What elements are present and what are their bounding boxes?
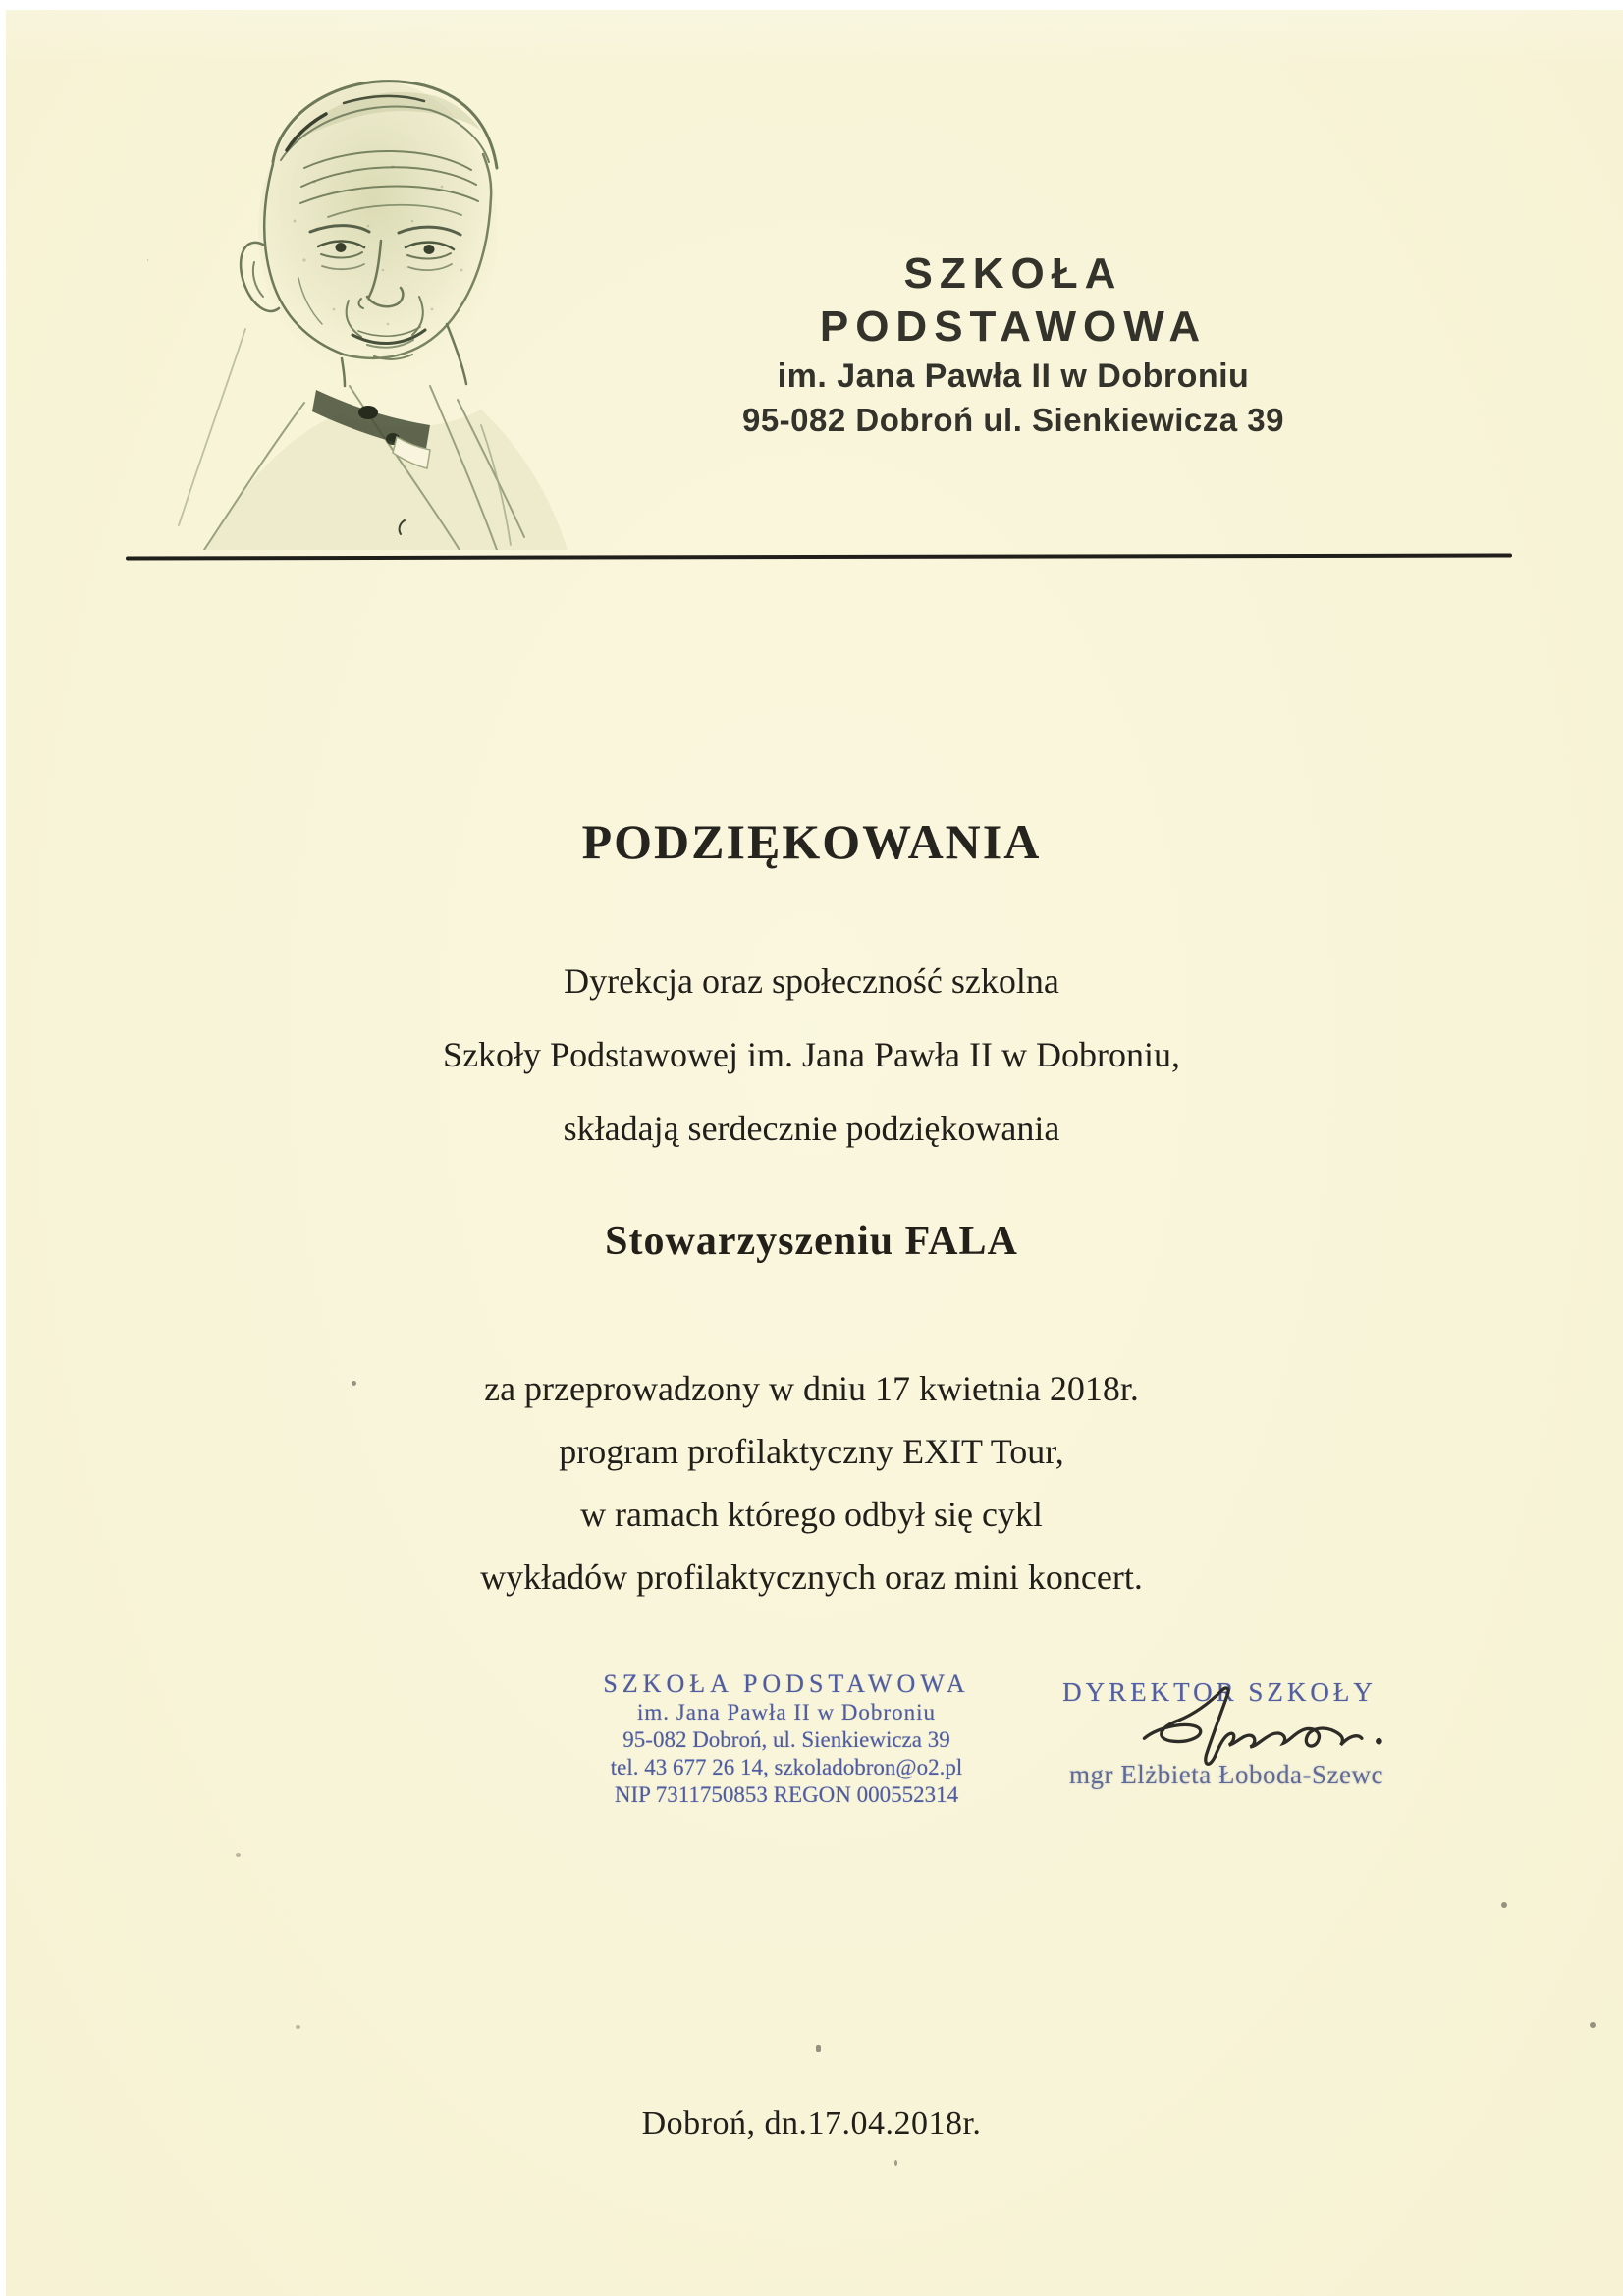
scan-speck — [1590, 2022, 1596, 2028]
director-name-stamp: mgr Elżbieta Łoboda-Szewc — [1069, 1760, 1383, 1789]
handwritten-signature-icon — [1125, 1685, 1392, 1777]
date-line: Dobroń, dn.17.04.2018r. — [641, 2105, 982, 2142]
document-title: PODZIĘKOWANIA — [581, 814, 1042, 869]
letterhead-school-name: SZKOŁA PODSTAWOWA — [819, 249, 1208, 351]
scan-speck — [894, 2160, 897, 2166]
letterhead-patron-line: im. Jana Pawła II w Dobroniu — [777, 357, 1250, 395]
body-paragraph-2 — [0, 1357, 1623, 1609]
scan-speck — [236, 1853, 241, 1857]
pope-john-paul-ii-portrait-icon — [147, 25, 589, 550]
stamp-line: im. Jana Pawła II w Dobroniu — [637, 1700, 936, 1724]
letterhead-address-line: 95-082 Dobroń ul. Sienkiewicza 39 — [741, 402, 1285, 438]
scan-speck — [352, 1381, 356, 1386]
scan-speck — [1501, 1902, 1507, 1908]
body-line: Dyrekcja oraz społeczność szkolna — [564, 961, 1059, 1001]
scan-edge-top — [0, 0, 1623, 10]
body-line: wykładów profilaktycznych oraz mini koncert. — [480, 1558, 1143, 1597]
director-title-stamp: DYREKTOR SZKOŁY — [1062, 1677, 1377, 1707]
body-line: w ramach którego odbył się cykl — [580, 1495, 1043, 1534]
signature-stroke — [1125, 1685, 1392, 1777]
body-line: składają serdecznie podziękowania — [563, 1109, 1060, 1148]
portrait-sketch-svg — [147, 25, 589, 550]
scan-speck — [296, 2025, 300, 2029]
body-line: za przeprowadzony w dniu 17 kwietnia 2018r. — [484, 1369, 1139, 1408]
body-line: Szkoły Podstawowej im. Jana Pawła II w Dobroniu, — [443, 1035, 1180, 1074]
stamp-line: SZKOŁA PODSTAWOWA — [603, 1669, 970, 1698]
stamp-line: tel. 43 677 26 14, szkoladobron@o2.pl — [610, 1755, 963, 1779]
body-line: program profilaktyczny EXIT Tour, — [559, 1432, 1064, 1471]
school-stamp — [585, 1669, 988, 1809]
scan-speck — [816, 2045, 821, 2052]
letterhead — [719, 247, 1308, 442]
stamp-line: 95-082 Dobroń, ul. Sienkiewicza 39 — [622, 1727, 950, 1752]
recipient-name: Stowarzyszeniu FALA — [605, 1219, 1018, 1264]
stamp-line: NIP 7311750853 REGON 000552314 — [614, 1782, 959, 1807]
body-paragraph-1 — [0, 945, 1623, 1166]
letterhead-divider — [126, 554, 1512, 561]
